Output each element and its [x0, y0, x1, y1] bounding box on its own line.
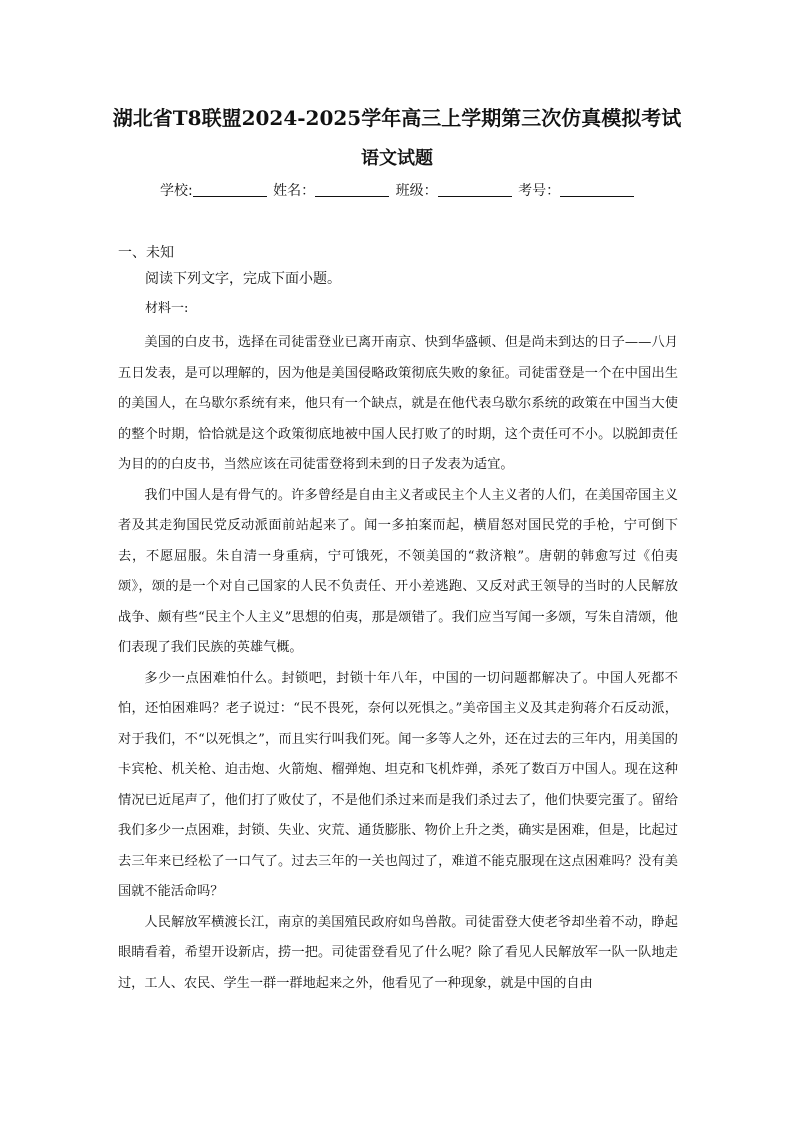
material-label: 材料一: — [145, 301, 189, 316]
page-title: 湖北省T8联盟2024-2025学年高三上学期第三次仿真模拟考试 — [112, 106, 682, 130]
passage-paragraph: 多少一点困难怕什么。封锁吧，封锁十年八年，中国的一切问题都解决了。中国人死都不怕，还怕困难吗？老子说过：“民不畏死，奈何以死惧之。”美帝国主义及其走狗蒋介石反动派，对于我们，不“以死惧之”，而且实行叫我们死。闻一多等人之外，还在过去的三年内，用美国的卡宾枪、机关枪、迫击炮、火箭炮、榴弹炮、坦克和飞机炸弹，杀死了数百万中国人。现在这种情况已近尾声了，他们打了败仗了，不是他们杀过来而是我们杀过去了，他们快要完蛋了。留给我们多少一点困难，封锁、失业、灾荒、通货膨胀、物价上升之类，确实是困难，但是，比起过去三年来已经松了一口气了。过去三年的一关也闯过了，难道不能克服现在这点困难吗？没有美国就不能活命吗？ — [118, 670, 678, 899]
student-info-line — [160, 180, 640, 202]
name-blank[interactable] — [315, 182, 389, 197]
school-blank[interactable] — [193, 182, 267, 197]
question-instruction: 阅读下列文字，完成下面小题。 — [145, 271, 341, 287]
passage-paragraph: 我们中国人是有骨气的。许多曾经是自由主义者或民主个人主义者的人们，在美国帝国主义者及其走狗国民党反动派面前站起来了。闻一多拍案而起，横眉怒对国民党的手枪，宁可倒下去，不愿屈服。朱自清一身重病，宁可饿死，不领美国的“救济粮”。唐朝的韩愈写过《伯夷颂》，颂的是一个对自己国家的人民不负责任、开小差逃跑、又反对武王领导的当时的人民解放战争、颇有些“民主个人主义”思想的伯夷，那是颂错了。我们应当写闻一多颂，写朱自清颂，他们表现了我们民族的英雄气概。 — [118, 487, 678, 655]
passage-paragraph: 美国的白皮书，选择在司徒雷登业已离开南京、快到华盛顿、但是尚未到达的日子——八月五日发表，是可以理解的，因为他是美国侵略政策彻底失败的象征。司徒雷登是一个在中国出生的美国人，在乌歇尔系统有来，他只有一个缺点，就是在他代表乌歇尔系统的政策在中国当大使的整个时期，恰恰就是这个政策彻底地被中国人民打败了的时期，这个责任可不小。以脱卸责任为目的的白皮书，当然应该在司徒雷登将到未到的日子发表为适宜。 — [118, 335, 678, 472]
page-subtitle: 语文试题 — [361, 148, 433, 169]
exam-number-label: 考号： — [518, 183, 561, 199]
school-label: 学校: — [160, 183, 193, 199]
name-label: 姓名： — [273, 183, 316, 199]
passage-body — [118, 328, 678, 999]
exam-number-blank[interactable] — [560, 182, 634, 197]
class-label: 班级： — [395, 183, 438, 199]
section-heading: 一、未知 — [118, 245, 174, 261]
class-blank[interactable] — [438, 182, 512, 197]
passage-paragraph: 人民解放军横渡长江，南京的美国殖民政府如鸟兽散。司徒雷登大使老爷却坐着不动，睁起眼睛看着，希望开设新店，捞一把。司徒雷登看见了什么呢？除了看见人民解放军一队一队地走过，工人、农民、学生一群一群地起来之外，他看见了一种现象，就是中国的自由 — [118, 914, 678, 991]
